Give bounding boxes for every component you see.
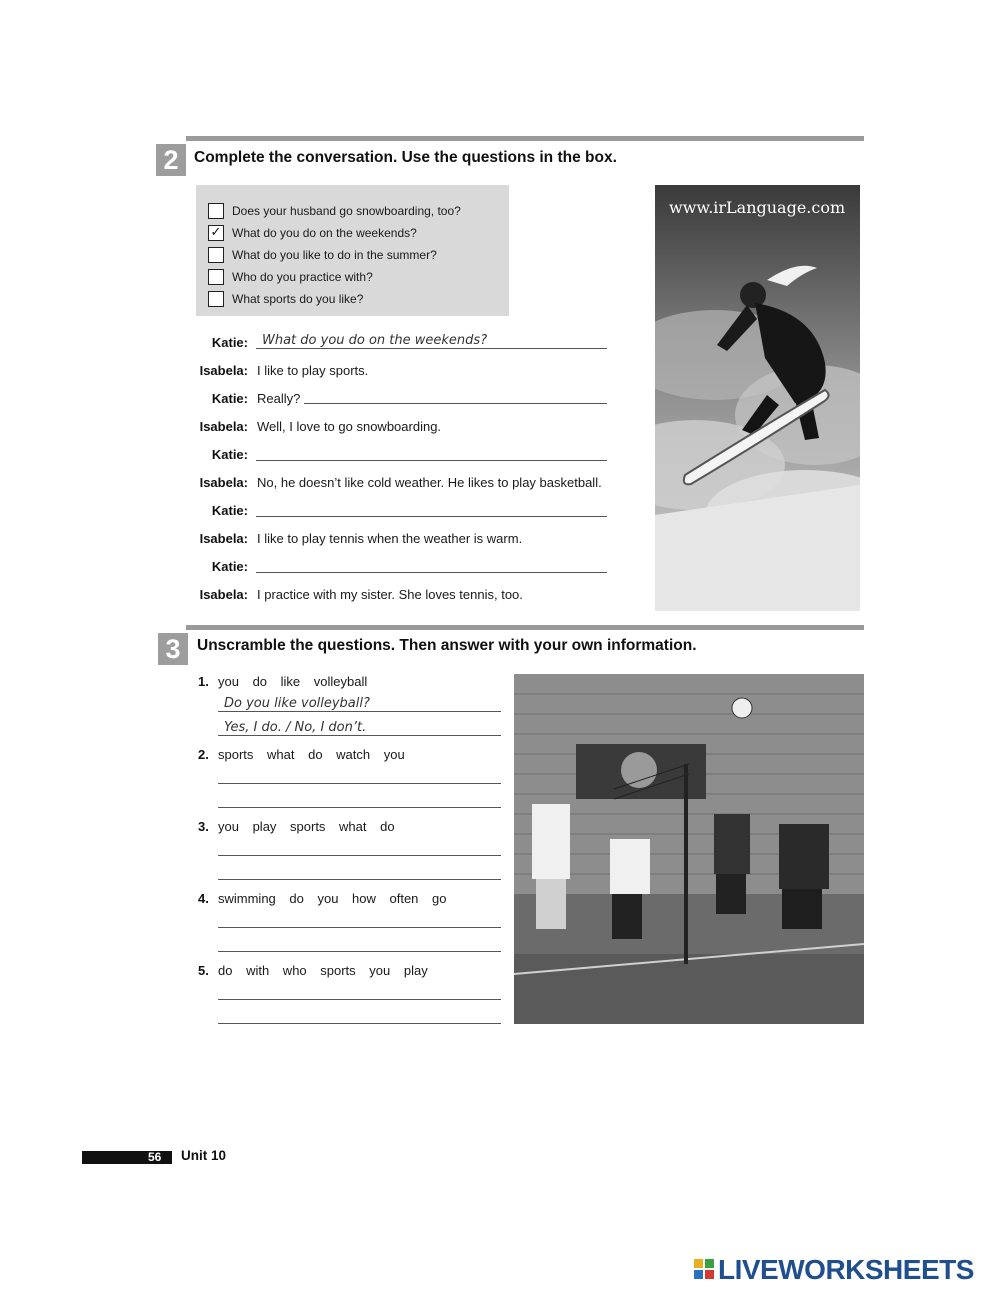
question-item <box>208 244 437 266</box>
question-text: What do you like to do in the summer? <box>232 248 437 262</box>
speaker-label: Isabela: <box>199 587 248 602</box>
speaker-label: Isabela: <box>199 531 248 546</box>
question-box <box>196 185 509 316</box>
dialogue-text: I practice with my sister. She loves tennis, too. <box>257 587 523 602</box>
answer-line[interactable] <box>218 927 501 928</box>
answer-line[interactable] <box>218 711 501 712</box>
dialogue-text: Really? <box>257 391 301 406</box>
answer-line[interactable] <box>218 999 501 1000</box>
scrambled-words: do with who sports you play <box>218 963 428 978</box>
checkbox[interactable] <box>208 247 224 263</box>
brand-name: LIVEWORKSHEETS <box>718 1254 974 1285</box>
question-item <box>208 288 363 310</box>
answer-line[interactable] <box>256 572 607 573</box>
handwritten-question: Do you like volleyball? <box>224 696 370 711</box>
answer-line[interactable] <box>218 807 501 808</box>
speaker-label: Isabela: <box>199 475 248 490</box>
item-number: 1. <box>198 674 209 689</box>
answer-line[interactable] <box>218 879 501 880</box>
question-item <box>208 222 417 244</box>
page-number: 56 <box>148 1150 162 1164</box>
section-2-number: 2 <box>156 144 186 176</box>
item-number: 3. <box>198 819 209 834</box>
section-3-title: Unscramble the questions. Then answer with your own information. <box>197 637 697 654</box>
answer-line[interactable] <box>218 1023 501 1024</box>
question-text: What sports do you like? <box>232 292 364 306</box>
liveworksheets-logo-icon <box>694 1259 714 1279</box>
scrambled-words: sports what do watch you <box>218 747 405 762</box>
speaker-label: Katie: <box>211 391 248 406</box>
section-2-title: Complete the conversation. Use the questions in the box. <box>194 149 617 166</box>
dialogue-text: I like to play sports. <box>257 363 369 378</box>
scrambled-words: you do like volleyball <box>218 674 368 689</box>
speaker-label: Katie: <box>211 559 248 574</box>
checkbox[interactable] <box>208 269 224 285</box>
answer-line[interactable] <box>304 403 607 404</box>
dialogue-text: Well, I love to go snowboarding. <box>257 419 442 434</box>
question-item <box>208 200 461 222</box>
scrambled-words: you play sports what do <box>218 819 395 834</box>
section-2-rule <box>186 136 864 141</box>
section-3-number: 3 <box>158 633 188 665</box>
volleyball-photo <box>514 674 864 1024</box>
checkbox[interactable] <box>208 203 224 219</box>
question-text: What do you do on the weekends? <box>232 226 417 240</box>
handwritten-answer: What do you do on the weekends? <box>262 333 488 348</box>
dialogue-text: No, he doesn’t like cold weather. He likes to play basketball. <box>257 475 602 490</box>
speaker-label: Isabela: <box>199 419 248 434</box>
item-number: 5. <box>198 963 209 978</box>
dialogue-text: I like to play tennis when the weather is warm. <box>257 531 523 546</box>
speaker-label: Katie: <box>211 503 248 518</box>
question-item <box>208 266 373 288</box>
answer-line[interactable] <box>256 348 607 349</box>
speaker-label: Katie: <box>211 447 248 462</box>
question-text: Does your husband go snowboarding, too? <box>232 204 461 218</box>
answer-line[interactable] <box>256 460 607 461</box>
speaker-label: Katie: <box>211 335 248 350</box>
answer-line[interactable] <box>256 516 607 517</box>
checkbox[interactable] <box>208 291 224 307</box>
item-number: 4. <box>198 891 209 906</box>
photo-watermark: www.irLanguage.com <box>669 198 846 217</box>
unit-label: Unit 10 <box>181 1148 227 1163</box>
handwritten-answer: Yes, I do. / No, I don’t. <box>224 720 367 735</box>
question-text: Who do you practice with? <box>232 270 373 284</box>
item-number: 2. <box>198 747 209 762</box>
answer-line[interactable] <box>218 951 501 952</box>
answer-line[interactable] <box>218 783 501 784</box>
answer-line[interactable] <box>218 735 501 736</box>
speaker-label: Isabela: <box>199 363 248 378</box>
section-3-rule <box>186 625 864 630</box>
checkbox-checked[interactable]: ✓ <box>208 225 224 241</box>
snowboarder-photo <box>655 185 860 611</box>
scrambled-words: swimming do you how often go <box>218 891 447 906</box>
answer-line[interactable] <box>218 855 501 856</box>
